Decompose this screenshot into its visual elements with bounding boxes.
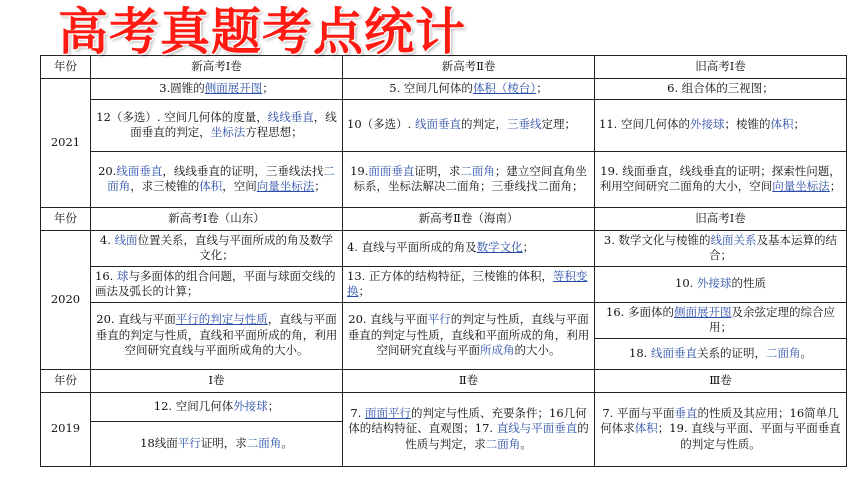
- col-header-2: Ⅱ卷: [343, 369, 595, 392]
- table-cell: 19.面面垂直证明，求二面角；建立空间直角坐标系，坐标法解决二面角；三垂线找二面角；: [343, 151, 595, 207]
- table-cell: 10（多选）. 线面垂直的判定，三垂线定理；: [343, 99, 595, 151]
- table-cell: 6. 组合体的三视图；: [595, 79, 847, 100]
- table-row: [41, 302, 847, 338]
- year-cell-2021: 2021: [41, 79, 91, 208]
- table-cell: 18线面平行证明，求二面角。: [91, 421, 343, 466]
- exam-stats-table: [40, 55, 847, 467]
- table-row: [41, 99, 847, 151]
- table-cell: 12. 空间几何体外接球；: [91, 392, 343, 421]
- table-cell: 5. 空间几何体的体积（棱台）；: [343, 79, 595, 100]
- year-header: 年份: [41, 369, 91, 392]
- table-cell: 7. 面面平行的判定与性质、充要条件；16几何体的结构特征、直观图；17. 直线与平面垂直的性质与判定，求二面角。: [343, 392, 595, 466]
- col-header-1: 新高考Ⅰ卷（山东）: [91, 207, 343, 230]
- table-row: [41, 230, 847, 266]
- table-row: [41, 392, 847, 421]
- page-banner-title: 高考真题考点统计: [58, 3, 466, 61]
- table-cell: 16. 多面体的侧面展开图及余弦定理的综合应用；: [595, 302, 847, 338]
- table-cell: 11. 空间几何体的外接球；棱锥的体积；: [595, 99, 847, 151]
- table-row: [41, 79, 847, 100]
- year-cell-2020: 2020: [41, 230, 91, 369]
- table-cell: 20.线面垂直，线线垂直的证明，三垂线法找二面角，求三棱锥的体积，空间向量坐标法；: [91, 151, 343, 207]
- table-row: [41, 151, 847, 207]
- table-cell: 12（多选）. 空间几何体的度量，线线垂直，线面垂直的判定，坐标法方程思想；: [91, 99, 343, 151]
- col-header-3: Ⅲ卷: [595, 369, 847, 392]
- year-cell-2019: 2019: [41, 392, 91, 466]
- table-cell: 18. 线面垂直关系的证明，二面角。: [595, 338, 847, 369]
- year-header: 年份: [41, 207, 91, 230]
- table-cell: 13. 正方体的结构特征，三棱锥的体积，等积变换；: [343, 266, 595, 302]
- col-header-2: 新高考Ⅱ卷（海南）: [343, 207, 595, 230]
- col-header-1: 新高考Ⅰ卷: [91, 56, 343, 79]
- col-header-1: Ⅰ卷: [91, 369, 343, 392]
- table-cell: 20. 直线与平面平行的判定与性质，直线与平面垂直的判定与性质，直线和平面所成的角，利用空间研究直线与平面所成角的大小。: [343, 302, 595, 369]
- year-header: 年份: [41, 56, 91, 79]
- header-row-2020: [41, 207, 847, 230]
- table-cell: 7. 平面与平面垂直的性质及其应用；16简单几何体求体积；19. 直线与平面、平面与平面垂直的判定与性质。: [595, 392, 847, 466]
- table-cell: 3. 数学文化与棱锥的线面关系及基本运算的结合；: [595, 230, 847, 266]
- header-row-2019: [41, 369, 847, 392]
- table-cell: 4. 线面位置关系，直线与平面所成的角及数学文化；: [91, 230, 343, 266]
- table-row: [41, 266, 847, 302]
- table-cell: 4. 直线与平面所成的角及数学文化；: [343, 230, 595, 266]
- table-cell: 19. 线面垂直，线线垂直的证明；探索性问题，利用空间研究二面角的大小，空间向量坐标法；: [595, 151, 847, 207]
- col-header-3: 旧高考Ⅰ卷: [595, 56, 847, 79]
- col-header-2: 新高考Ⅱ卷: [343, 56, 595, 79]
- table-cell: 20. 直线与平面平行的判定与性质，直线与平面垂直的判定与性质，直线和平面所成的角，利用空间研究直线与平面所成角的大小。: [91, 302, 343, 369]
- table-cell: 3.圆锥的侧面展开图；: [91, 79, 343, 100]
- col-header-3: 旧高考Ⅰ卷: [595, 207, 847, 230]
- table-cell: 10. 外接球的性质: [595, 266, 847, 302]
- table-cell: 16. 球与多面体的组合问题，平面与球面交线的画法及弧长的计算；: [91, 266, 343, 302]
